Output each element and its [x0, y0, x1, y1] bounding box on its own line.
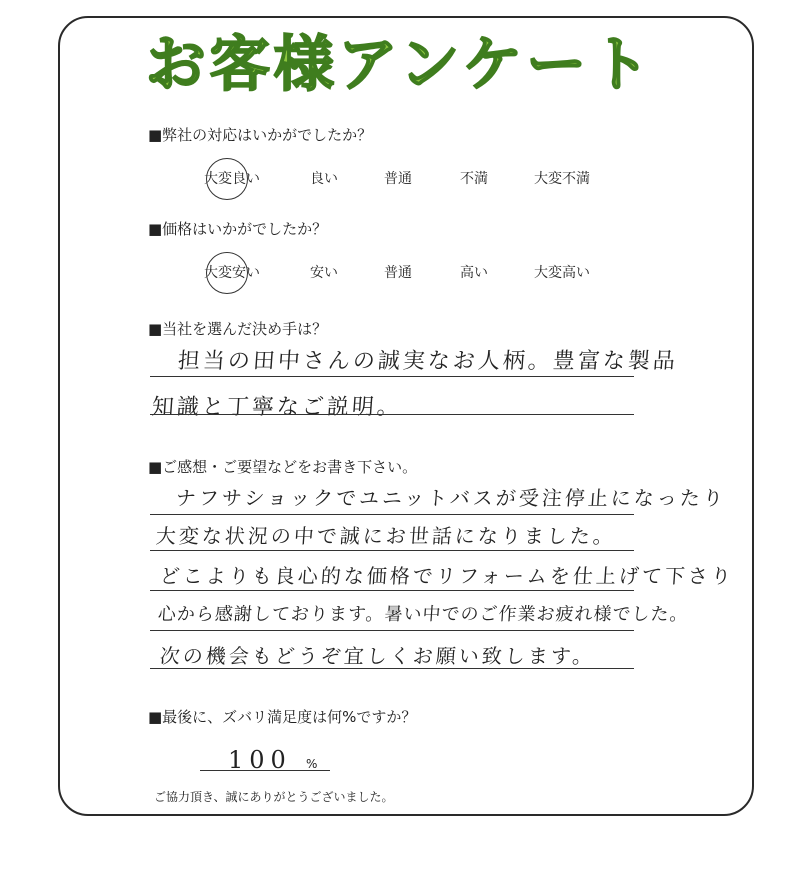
question-price: ■価格はいかがでしたか？ — [148, 220, 328, 238]
deciding-factor-line-1: 担当の田中さんの誠実なお人柄。豊富な製品 — [176, 349, 679, 374]
price-option-very-cheap[interactable]: 大変安い — [204, 262, 260, 282]
question-service: ■弊社の対応はいかがでしたか？ — [148, 126, 373, 144]
comment-line-4: 心から感謝しております。暑い中でのご作業お疲れ様でした。 — [157, 604, 690, 625]
comment-line-5: 次の機会もどうぞ宜しくお願い致します。 — [159, 644, 597, 668]
price-options — [0, 262, 800, 286]
question-deciding-factor: ■当社を選んだ決め手は？ — [148, 320, 328, 338]
question-comments: ■ご感想・ご要望などをお書き下さい。 — [148, 458, 418, 476]
service-option-dissatisfied[interactable]: 不満 — [460, 171, 488, 187]
thanks-message: ご協力頂き、誠にありがとうございました。 — [154, 790, 394, 804]
answer-underline — [150, 414, 634, 415]
comment-line-1: ナフサショックでユニットバスが受注停止になったり — [175, 486, 727, 510]
satisfaction-value: 100 — [228, 746, 292, 774]
satisfaction-underline — [200, 770, 330, 771]
question-satisfaction: ■最後に、ズバリ満足度は何%ですか？ — [148, 708, 417, 726]
satisfaction-unit: % — [306, 757, 318, 771]
answer-underline — [150, 630, 634, 631]
service-option-good[interactable]: 良い — [310, 171, 338, 187]
survey-title: お客様アンケート — [145, 30, 655, 100]
answer-underline — [150, 514, 634, 515]
service-option-very-good[interactable]: 大変良い — [204, 168, 260, 188]
service-option-very-dissatisfied[interactable]: 大変不満 — [534, 171, 590, 187]
service-options — [0, 168, 800, 192]
service-option-normal[interactable]: 普通 — [384, 171, 412, 187]
price-option-cheap[interactable]: 安い — [310, 265, 338, 281]
answer-underline — [150, 550, 634, 551]
comment-line-2: 大変な状況の中で誠にお世話になりました。 — [155, 524, 617, 548]
deciding-factor-line-2: 知識と丁寧なご説明。 — [150, 395, 403, 420]
answer-underline — [150, 668, 634, 669]
price-option-expensive[interactable]: 高い — [460, 265, 488, 281]
answer-underline — [150, 590, 634, 591]
comment-line-3: どこよりも良心的な価格でリフォームを仕上げて下さり — [159, 564, 735, 588]
price-option-normal[interactable]: 普通 — [384, 265, 412, 281]
answer-underline — [150, 376, 634, 377]
price-option-very-expensive[interactable]: 大変高い — [534, 265, 590, 281]
